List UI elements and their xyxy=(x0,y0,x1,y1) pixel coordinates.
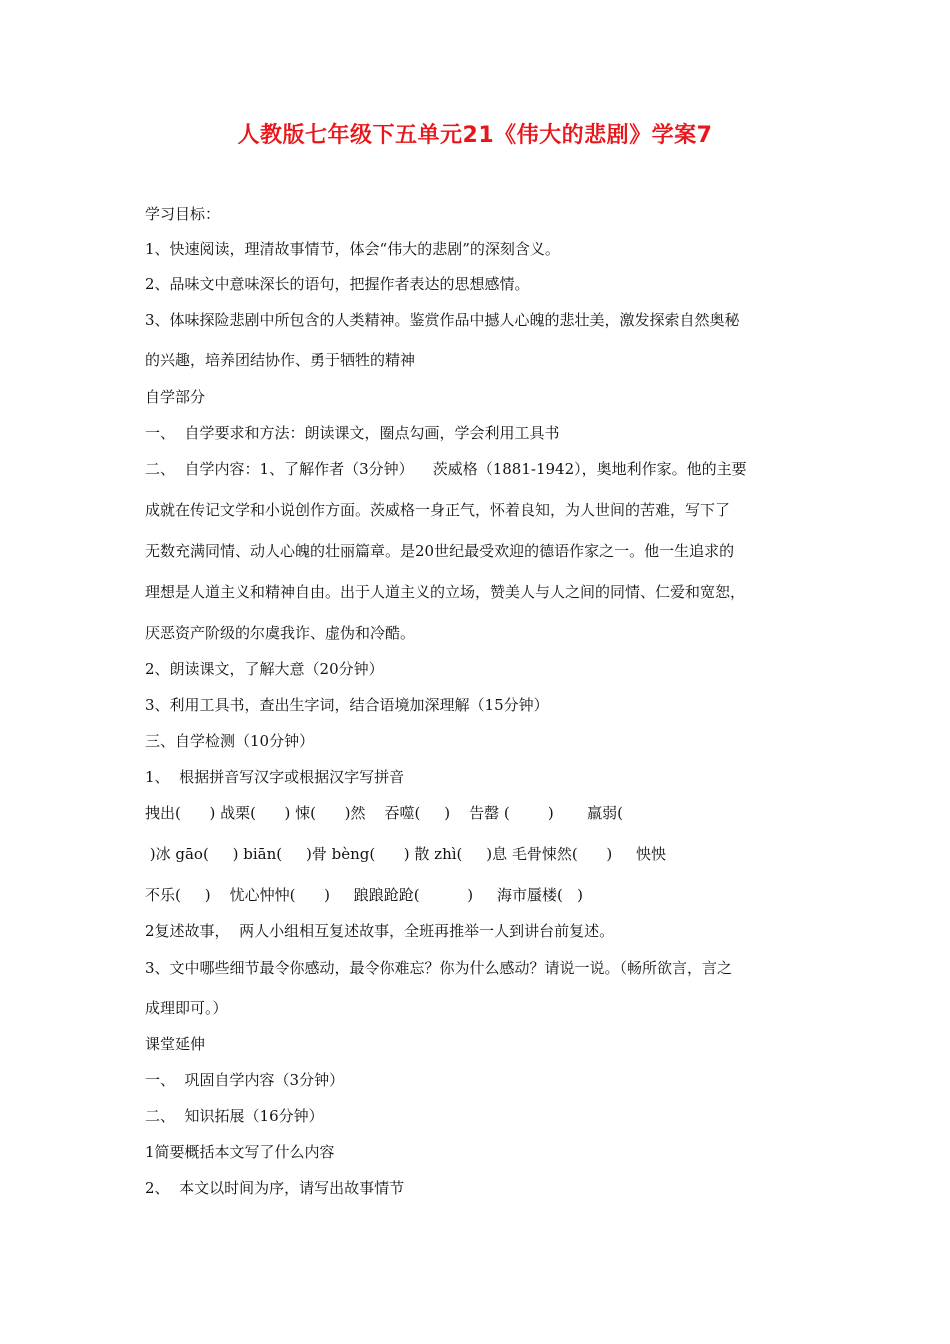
text-line: 无数充满同情、动人心魄的壮丽篇章。是20世纪最受欢迎的德语作家之一。他一生追求的 xyxy=(145,542,735,560)
text-line: 一、 自学要求和方法：朗读课文，圈点勾画，学会利用工具书 xyxy=(145,424,560,442)
text-line: 1、快速阅读，理清故事情节，体会“伟大的悲剧”的深刻含义。 xyxy=(145,240,560,258)
text-line: 二、 知识拓展（16分钟） xyxy=(145,1107,324,1125)
text-line: 不乐( ) 忧心忡忡( ) 踉踉跄跄( ) 海市蜃楼( ) xyxy=(145,886,584,904)
text-line: 的兴趣，培养团结协作、勇于牺牲的精神 xyxy=(145,351,416,369)
text-line: 3、利用工具书，查出生字词，结合语境加深理解（15分钟） xyxy=(145,696,549,714)
section-heading: 自学部分 xyxy=(145,388,206,406)
text-line: 厌恶资产阶级的尔虞我诈、虚伪和冷酷。 xyxy=(145,624,416,642)
text-line: 3、体味探险悲剧中所包含的人类精神。鉴赏作品中撼人心魄的悲壮美，激发探索自然奥秘 xyxy=(145,311,740,329)
text-line: 1、 根据拼音写汉字或根据汉字写拼音 xyxy=(145,768,405,786)
text-line: 1简要概括本文写了什么内容 xyxy=(145,1143,335,1161)
document-title: 人教版七年级下五单元21《伟大的悲剧》学案7 xyxy=(237,123,713,148)
text-line: )冰 gāo( ) biān( )骨 bèng( ) 散 zhì( )息 毛骨悚然( ) 怏怏 xyxy=(145,845,667,863)
text-line: 成就在传记文学和小说创作方面。茨威格一身正气，怀着良知，为人世间的苦难，写下了 xyxy=(145,501,731,519)
text-line: 理想是人道主义和精神自由。出于人道主义的立场，赞美人与人之间的同情、仁爱和宽恕， xyxy=(145,583,746,601)
text-line: 拽出( ) 战栗( ) 悚( )然 吞噬( ) 告罄 ( ) 羸弱( xyxy=(145,804,624,822)
text-line: 2、 本文以时间为序，请写出故事情节 xyxy=(145,1179,405,1197)
text-line: 成理即可。） xyxy=(145,999,228,1017)
text-line: 2、朗读课文，了解大意（20分钟） xyxy=(145,660,384,678)
text-line: 2、品味文中意味深长的语句，把握作者表达的思想感情。 xyxy=(145,275,530,293)
section-heading: 课堂延伸 xyxy=(145,1035,206,1053)
text-line: 学习目标： xyxy=(145,205,221,223)
text-line: 三、自学检测（10分钟） xyxy=(145,732,315,750)
text-line: 3、文中哪些细节最令你感动，最令你难忘？你为什么感动？请说一说。（畅所欲言，言之 xyxy=(145,959,733,977)
text-line: 一、 巩固自学内容（3分钟） xyxy=(145,1071,345,1089)
text-line: 2复述故事， 两人小组相互复述故事，全班再推举一人到讲台前复述。 xyxy=(145,922,615,940)
text-line: 二、 自学内容：1、了解作者（3分钟） 茨威格（1881-1942），奥地利作家。他的主要 xyxy=(145,460,747,478)
